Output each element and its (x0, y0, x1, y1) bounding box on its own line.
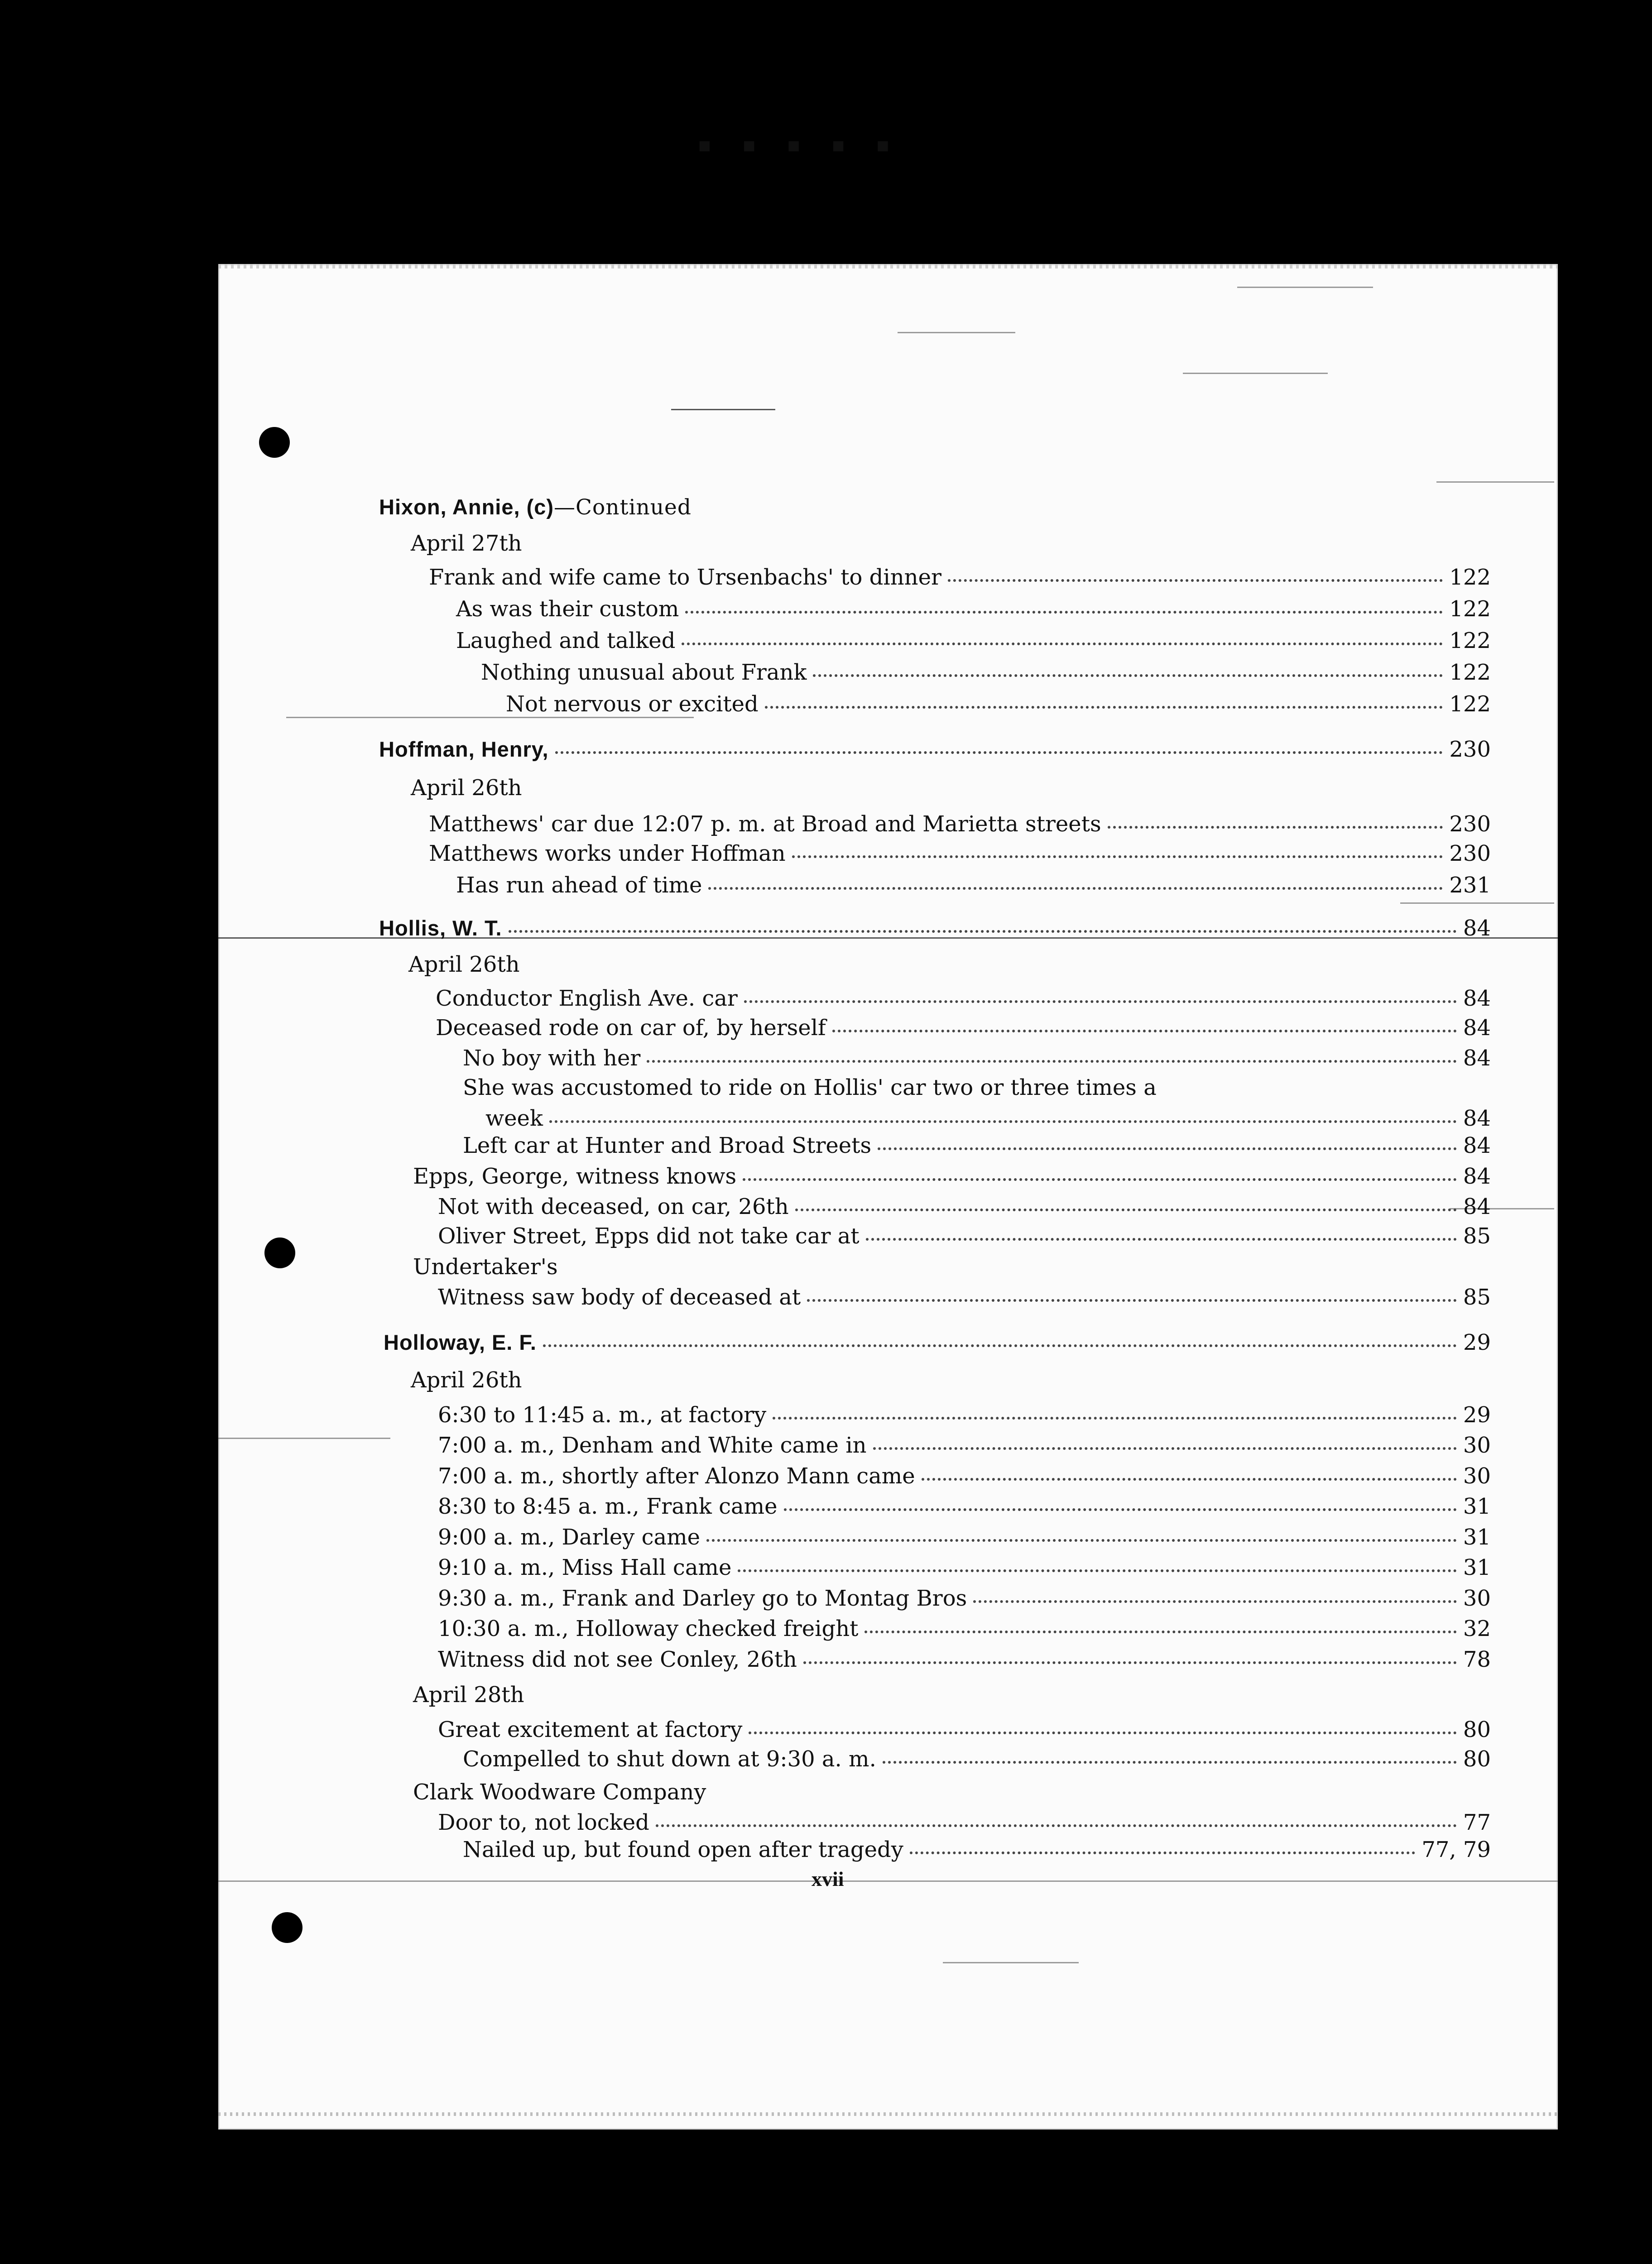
item-text: week (485, 1106, 543, 1131)
item-text: Door to, not locked (438, 1810, 649, 1835)
page-reference: 84 (1463, 1015, 1491, 1041)
dot-leader (656, 1824, 1457, 1827)
item-text: 9:30 a. m., Frank and Darley go to Montag Bros (438, 1586, 967, 1611)
index-heading (218, 493, 1558, 522)
index-heading-name (379, 735, 549, 764)
index-item (218, 1614, 1558, 1643)
item-text: 9:00 a. m., Darley came (438, 1525, 701, 1550)
item-text: 7:00 a. m., Denham and White came in (438, 1433, 867, 1458)
item-text: Laughed and talked (456, 628, 676, 653)
page-reference: 122 (1449, 628, 1491, 653)
index-item (218, 1523, 1558, 1552)
index-item (218, 871, 1558, 900)
page-reference: 85 (1463, 1223, 1491, 1249)
page-reference: 30 (1463, 1433, 1491, 1458)
page-number: xvii (812, 1867, 844, 1890)
dot-leader (744, 1000, 1457, 1003)
item-text: Frank and wife came to Ursenbachs' to dinner (429, 565, 941, 590)
index-heading-name (379, 493, 692, 522)
index-item (218, 1715, 1558, 1744)
item-text: Matthews works under Hoffman (429, 841, 786, 866)
index-item (218, 1013, 1558, 1042)
item-text: Nothing unusual about Frank (481, 660, 807, 685)
index-entries (218, 264, 1558, 2130)
dot-leader (773, 1417, 1457, 1420)
dot-leader (807, 1299, 1457, 1302)
item-text: She was accustomed to ride on Hollis' car two or three times a (463, 1075, 1157, 1100)
page-reference: 78 (1463, 1647, 1491, 1672)
item-text: Not nervous or excited (506, 691, 759, 717)
page-reference: 77 (1463, 1810, 1491, 1835)
item-text: Nailed up, but found open after tragedy (463, 1837, 903, 1862)
dot-leader (866, 1238, 1457, 1241)
item-text: Deceased rode on car of, by herself (436, 1015, 826, 1041)
index-item (218, 595, 1558, 624)
index-item (218, 1104, 1558, 1133)
index-date (218, 950, 1558, 979)
index-item (218, 1192, 1558, 1221)
dot-leader (543, 1344, 1457, 1347)
index-item (218, 1745, 1558, 1774)
index-item (218, 1252, 1558, 1281)
index-heading (218, 1328, 1558, 1357)
dot-leader (682, 643, 1443, 645)
index-item (218, 1808, 1558, 1837)
item-text: 9:10 a. m., Miss Hall came (438, 1555, 732, 1580)
dot-leader (647, 1060, 1457, 1063)
page-reference: 31 (1463, 1494, 1491, 1519)
index-item (218, 1401, 1558, 1429)
dot-leader (878, 1147, 1457, 1150)
item-text: Conductor English Ave. car (436, 986, 738, 1011)
page-reference: 84 (1463, 1133, 1491, 1158)
page-reference: 29 (1463, 1402, 1491, 1428)
date-label: April 27th (411, 531, 522, 556)
dot-leader (509, 930, 1457, 933)
index-date (218, 1680, 1558, 1709)
date-label: April 26th (411, 775, 522, 801)
dot-leader (973, 1600, 1457, 1603)
dot-leader (873, 1447, 1457, 1450)
item-text: Great excitement at factory (438, 1717, 743, 1742)
dot-leader (832, 1030, 1457, 1032)
item-text: Undertaker's (413, 1254, 558, 1280)
item-text: Has run ahead of time (456, 873, 702, 898)
item-text: Compelled to shut down at 9:30 a. m. (463, 1746, 876, 1772)
dot-leader (743, 1178, 1457, 1181)
dot-leader (784, 1508, 1457, 1511)
item-text: 7:00 a. m., shortly after Alonzo Mann came (438, 1463, 915, 1489)
heading-name-text: Hollis, W. T. (379, 916, 502, 940)
dot-leader (910, 1851, 1415, 1854)
index-heading-name (384, 1328, 537, 1357)
index-item (218, 626, 1558, 655)
heading-name-text: Hoffman, Henry, (379, 737, 549, 761)
dot-leader (555, 751, 1443, 754)
page-reference: 84 (1463, 986, 1491, 1011)
date-label: April 26th (408, 952, 520, 977)
page-reference: 84 (1463, 1194, 1491, 1219)
index-item (218, 1073, 1558, 1102)
index-heading-name (379, 914, 502, 943)
item-text: 6:30 to 11:45 a. m., at factory (438, 1402, 767, 1428)
item-text: Oliver Street, Epps did not take car at (438, 1223, 860, 1249)
page-reference: 84 (1463, 916, 1491, 941)
heading-name-text: Holloway, E. F. (384, 1330, 537, 1354)
page-reference: 230 (1449, 811, 1491, 837)
dot-leader (749, 1732, 1457, 1734)
heading-continued-label: —Continued (554, 495, 692, 520)
dot-leader (813, 674, 1443, 677)
page-reference: 80 (1463, 1746, 1491, 1772)
dot-leader (706, 1539, 1457, 1542)
index-item (218, 1553, 1558, 1582)
index-page (218, 264, 1558, 2130)
dot-leader (864, 1631, 1457, 1633)
heading-name-text: Hixon, Annie, (c) (379, 495, 554, 519)
page-reference: 84 (1463, 1106, 1491, 1131)
dot-leader (685, 611, 1443, 614)
page-reference: 122 (1449, 691, 1491, 717)
index-item (218, 690, 1558, 719)
date-label: April 26th (411, 1367, 522, 1393)
page-reference: 29 (1463, 1330, 1491, 1355)
page-reference: 122 (1449, 565, 1491, 590)
item-text: Witness did not see Conley, 26th (438, 1647, 797, 1672)
item-text: Not with deceased, on car, 26th (438, 1194, 789, 1219)
page-reference: 230 (1449, 737, 1491, 762)
item-text: Matthews' car due 12:07 p. m. at Broad and Marietta streets (429, 811, 1101, 837)
index-item (218, 1778, 1558, 1807)
index-item (218, 810, 1558, 839)
index-item (218, 658, 1558, 687)
dot-leader (549, 1120, 1457, 1123)
page-reference: 84 (1463, 1164, 1491, 1189)
index-item (218, 1645, 1558, 1674)
index-item (218, 984, 1558, 1013)
dot-leader (738, 1569, 1457, 1572)
index-item (218, 839, 1558, 868)
page-reference: 84 (1463, 1046, 1491, 1071)
page-reference: 32 (1463, 1616, 1491, 1641)
item-text: Left car at Hunter and Broad Streets (463, 1133, 872, 1158)
top-edge-mark: ▪ ▪ ▪ ▪ ▪ (697, 123, 900, 168)
dot-leader (795, 1209, 1457, 1211)
item-text: Clark Woodware Company (413, 1780, 706, 1805)
index-date (218, 529, 1558, 558)
dot-leader (1108, 826, 1443, 829)
page-reference: 31 (1463, 1555, 1491, 1580)
dot-leader (883, 1761, 1457, 1764)
page-reference: 31 (1463, 1525, 1491, 1550)
index-date (218, 773, 1558, 802)
item-text: Witness saw body of deceased at (438, 1285, 801, 1310)
index-item (218, 1131, 1558, 1160)
item-text: Epps, George, witness knows (413, 1164, 737, 1189)
dot-leader (792, 855, 1443, 858)
index-date (218, 1366, 1558, 1395)
page-reference: 77, 79 (1421, 1837, 1491, 1862)
item-text: 10:30 a. m., Holloway checked freight (438, 1616, 859, 1641)
index-heading (218, 914, 1558, 943)
dot-leader (765, 706, 1443, 709)
index-item (218, 1222, 1558, 1251)
page-reference: 122 (1449, 596, 1491, 622)
item-text: 8:30 to 8:45 a. m., Frank came (438, 1494, 778, 1519)
index-item (218, 1162, 1558, 1191)
index-item (218, 1431, 1558, 1460)
index-item (218, 1492, 1558, 1521)
page-reference: 122 (1449, 660, 1491, 685)
index-item (218, 1462, 1558, 1491)
page-reference: 30 (1463, 1463, 1491, 1489)
index-item (218, 1044, 1558, 1073)
dot-leader (922, 1478, 1457, 1481)
page-reference: 231 (1449, 873, 1491, 898)
index-item (218, 1835, 1558, 1864)
item-text: No boy with her (463, 1046, 641, 1071)
index-item (218, 1283, 1558, 1312)
page-reference: 85 (1463, 1285, 1491, 1310)
index-item (218, 563, 1558, 592)
page-reference: 80 (1463, 1717, 1491, 1742)
dot-leader (948, 579, 1443, 582)
page-reference: 230 (1449, 841, 1491, 866)
dot-leader (803, 1661, 1457, 1664)
index-item (218, 1584, 1558, 1613)
date-label: April 28th (413, 1682, 524, 1708)
dot-leader (708, 887, 1443, 890)
index-heading (218, 735, 1558, 764)
item-text: As was their custom (456, 596, 679, 622)
page-reference: 30 (1463, 1586, 1491, 1611)
